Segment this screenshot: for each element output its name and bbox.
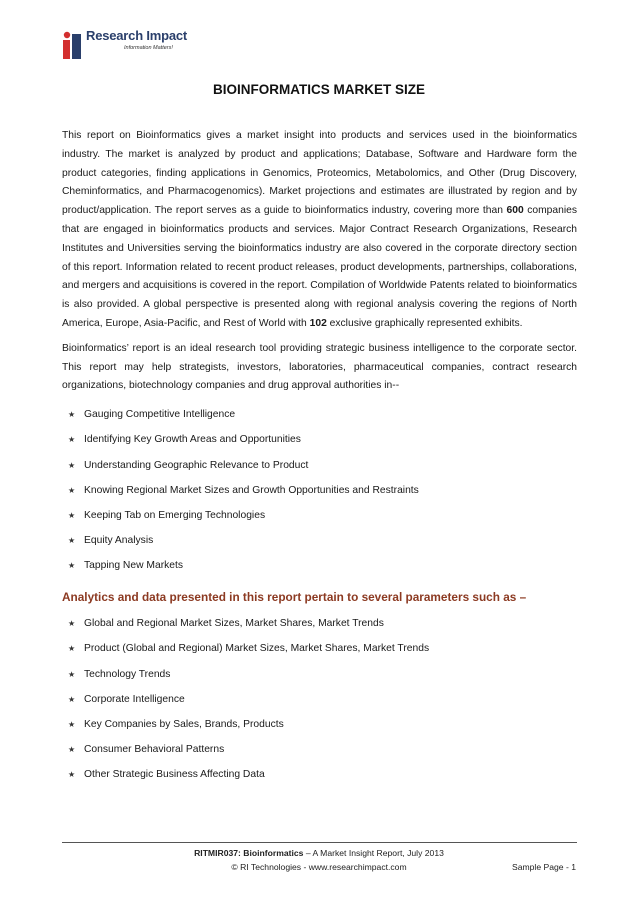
star-bullet-icon: ★ [68,720,76,730]
list-item: ★ Corporate Intelligence [62,687,577,712]
star-bullet-icon: ★ [68,435,76,445]
parameters-heading: Analytics and data presented in this report pertain to several parameters such as – [62,590,527,605]
star-bullet-icon: ★ [68,644,76,654]
report-code: RITMIR037: Bioinformatics [194,848,304,858]
list-item: ★ Gauging Competitive Intelligence [62,402,577,427]
star-bullet-icon: ★ [68,410,76,420]
list-item: ★ Product (Global and Regional) Market Sizes, Market Shares, Market Trends [62,636,577,661]
purpose-paragraph: Bioinformatics’ report is an ideal research tool providing strategic business intelligence to the corporate sector. This report may help strategists, investors, laboratories, pharmaceutical companies, contract research organizations, biotechnology companies and drug approval authorities in-- [62,342,577,392]
star-bullet-icon: ★ [68,510,76,520]
footer-divider [62,842,577,843]
list-item: ★ Equity Analysis [62,528,577,553]
star-bullet-icon: ★ [68,536,76,546]
list-item: ★ Tapping New Markets [62,553,577,578]
brand-tagline: Information Matters! [124,45,173,51]
document-body [62,127,577,788]
star-bullet-icon: ★ [68,485,76,495]
list-item: ★ Keeping Tab on Emerging Technologies [62,503,577,528]
list-item: ★ Global and Regional Market Sizes, Market Shares, Market Trends [62,611,577,636]
intro-paragraph [62,127,577,334]
logo-mark-icon [62,30,84,60]
intro-text-1: This report on Bioinformatics gives a market insight into products and services used in the bioinformatics industry. The market is analyzed by product and applications; Database, Software and Hardware form the product categories, finding applications in Genomics, Proteomics, Metabolomics, and Other (Drug Discovery, Cheminformatics, and Pharmacogenomics). Market projections and estimates are illustrated by region and by product/application. The report serves as a guide to bioinformatics industry, covering more than [62,130,577,217]
list-item: ★ Key Companies by Sales, Brands, Products [62,712,577,737]
parameters-list [62,611,577,787]
intro-text-2: companies that are engaged in bioinformatics products and services. Major Contract Research Organizations, Research Institutes and Universities serving the bioinformatics industry are also covered in the corporate directory section of this report. Information related to recent product releases, product developments, partnerships, collaborations, and mergers and acquisitions is covered in the report. Compilation of Worldwide Patents related to bioinformatics is also provided. A global perspective is presented along with regional analysis covering the regions of North America, Europe, Asia-Pacific, and Rest of World with [62,205,577,329]
star-bullet-icon: ★ [68,619,76,629]
report-description: – A Market Insight Report, July 2013 [303,848,444,858]
star-bullet-icon: ★ [68,669,76,679]
star-bullet-icon: ★ [68,694,76,704]
brand-name: Research Impact [86,28,188,43]
footer-report-line [0,848,638,858]
brand-logo [62,26,192,62]
footer-copyright: © RI Technologies - www.researchimpact.com [231,862,407,872]
star-bullet-icon: ★ [68,770,76,780]
list-item: ★ Other Strategic Business Affecting Data [62,762,577,787]
list-item: ★ Understanding Geographic Relevance to Product [62,453,577,478]
list-item: ★ Identifying Key Growth Areas and Opportunities [62,427,577,452]
exhibit-count: 102 [309,317,327,329]
uses-list [62,402,577,578]
star-bullet-icon: ★ [68,561,76,571]
company-count: 600 [506,205,524,217]
page-title: BIOINFORMATICS MARKET SIZE [213,82,425,97]
intro-text-3: exclusive graphically represented exhibits. [326,317,523,329]
list-item: ★ Knowing Regional Market Sizes and Growth Opportunities and Restraints [62,478,577,503]
star-bullet-icon: ★ [68,460,76,470]
list-item: ★ Consumer Behavioral Patterns [62,737,577,762]
page-number: Sample Page - 1 [511,862,576,872]
star-bullet-icon: ★ [68,745,76,755]
list-item: ★ Technology Trends [62,662,577,687]
